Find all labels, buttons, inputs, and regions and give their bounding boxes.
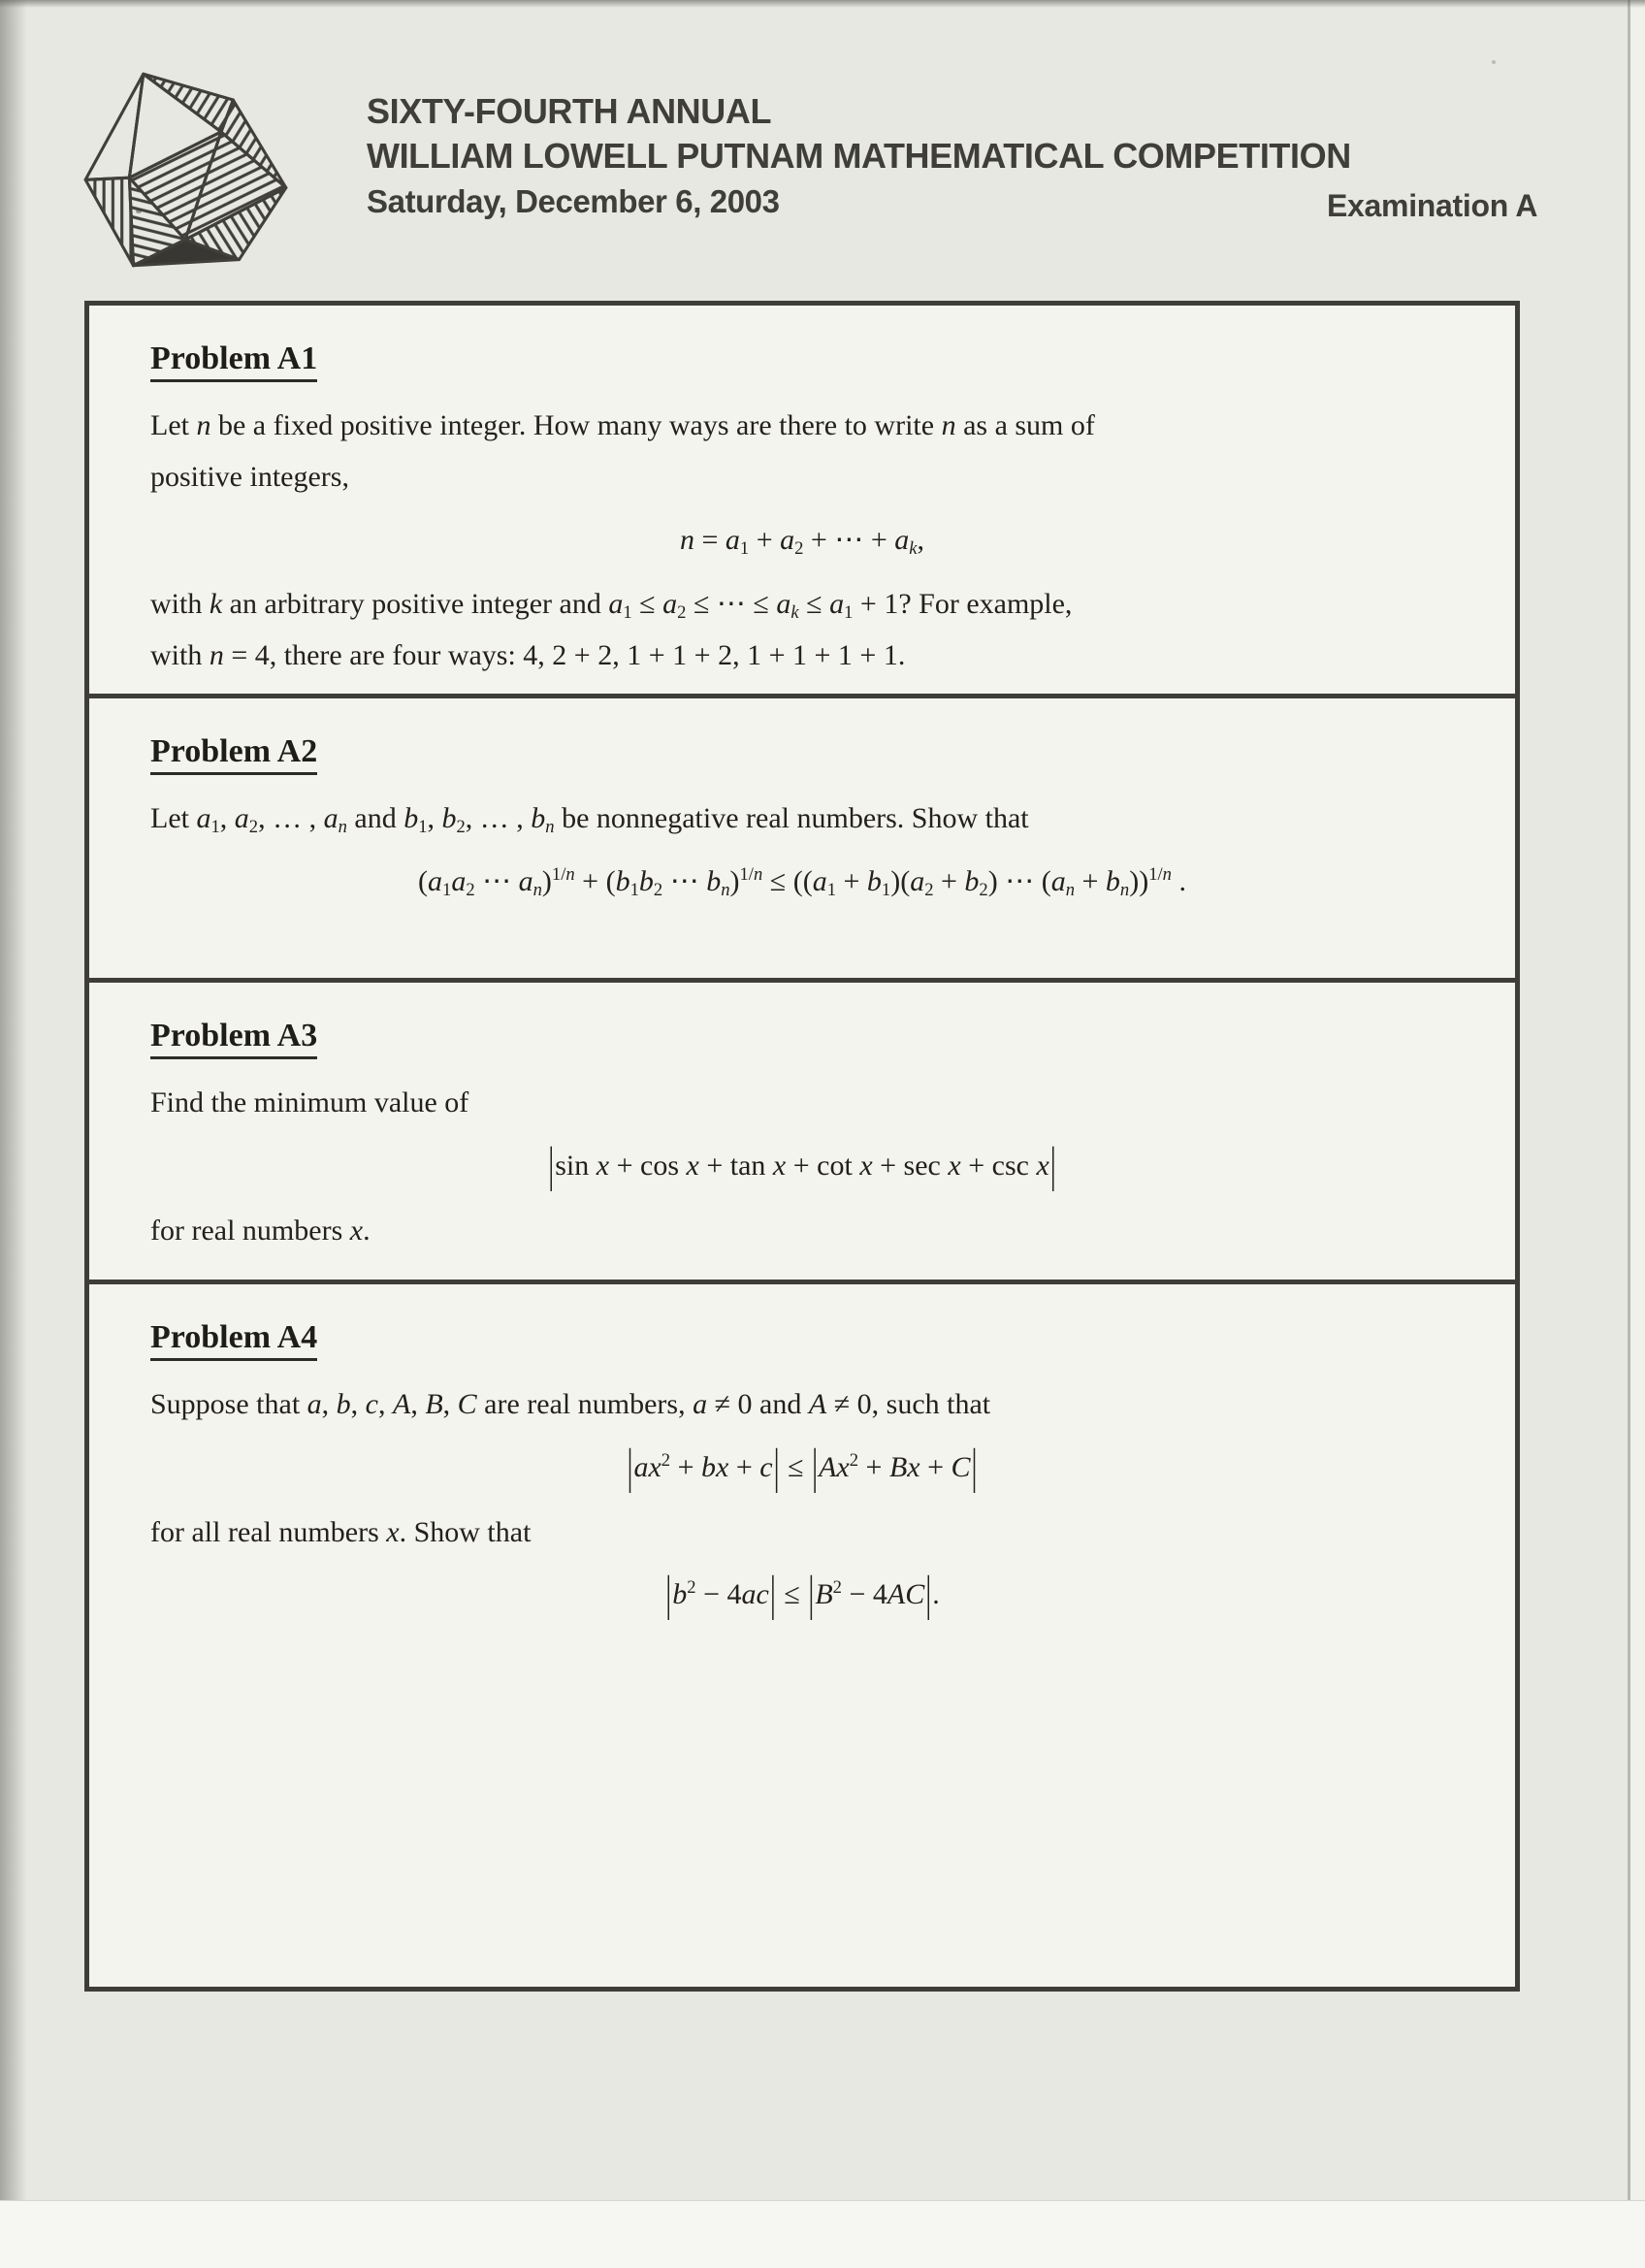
math-equation: $|ax^2$ + bx + $c| \le |Ax^2 + Bx + C|$: [627, 1439, 978, 1494]
problem-body: [150, 401, 1454, 682]
scan-edge-right-strip: [1630, 0, 1645, 2268]
scan-edge-top-shadow: [0, 0, 1645, 8]
problem-paragraph: for real numbers x.: [150, 1214, 371, 1247]
problem-paragraph: with k an arbitrary positive integer and $a_1 \le a_2$ ≤ ⋯ ≤ $a_k \le a_1 + 1$? For example, with n = 4, there are four ways: 4, 2 + 2, 1 + 1 + 2, 1 + 1 + 1 + 1.: [150, 588, 1073, 672]
header-line1: SIXTY-FOURTH ANNUAL: [367, 91, 772, 131]
scan-edge-left-shadow: [0, 0, 27, 2268]
header-date: Saturday, December 6, 2003: [367, 183, 780, 219]
putnam-icosahedron-logo-icon: [81, 70, 291, 270]
problem-section-a1: [89, 306, 1515, 698]
problem-title-text: Problem A1: [150, 340, 317, 382]
problem-paragraph: Suppose that a, b, c, A, B, C are real numbers, a ≠ 0 and A ≠ 0, such that: [150, 1388, 991, 1420]
problem-title-text: Problem A2: [150, 733, 317, 775]
problem-section-a2: [89, 698, 1515, 983]
problem-title: [150, 733, 1454, 770]
problem-title: [150, 1319, 1454, 1356]
exam-label: Examination A: [1327, 188, 1538, 223]
math-equation: $|b^2 - 4ac| \le |B^2 - 4AC|$.: [665, 1567, 940, 1622]
scan-bottom-strip: [0, 2200, 1645, 2268]
problem-title-text: Problem A4: [150, 1319, 317, 1361]
math-equation: ($a_1a_2$ ⋯ $a_n)^{1/n} + (b_1b_2$ ⋯ $b_n)^{1/n} \le ((a_1 + b_1)(a_2 + b_2)$ ⋯ $(a_n + b_n))^{1/n}$ .: [418, 863, 1186, 900]
problem-paragraph: Let $a_1$, $a_2$, … , $a_n$ and $b_1$, $b_2$, … , $b_n$ be nonnegative real numbers. Show that: [150, 802, 1029, 838]
math-equation: $n = a_1 + a_2$ + ⋯ + $a_k$,: [679, 523, 925, 559]
problem-paragraph: Find the minimum value of: [150, 1086, 469, 1118]
problem-paragraph: Let n be a fixed positive integer. How many ways are there to write n as a sum of positive integers,: [150, 409, 1095, 493]
problems-box: [84, 301, 1520, 1992]
problem-body: [150, 1379, 1454, 1621]
exam-header: [367, 89, 1351, 224]
problem-body: [150, 1078, 1454, 1256]
problem-title-text: Problem A3: [150, 1018, 317, 1059]
scan-speck: [1492, 60, 1496, 64]
problem-body: [150, 794, 1454, 908]
problem-title: [150, 340, 1454, 377]
math-equation: |sin x + cos x + tan x + cot x + sec x + csc x|: [548, 1137, 1056, 1192]
problem-title: [150, 1018, 1454, 1054]
problem-section-a3: [89, 983, 1515, 1284]
problem-section-a4: [89, 1284, 1515, 1987]
problem-paragraph: for all real numbers x. Show that: [150, 1515, 532, 1548]
header-line2: WILLIAM LOWELL PUTNAM MATHEMATICAL COMPETITION: [367, 136, 1351, 176]
scan-edge-right-line: [1628, 0, 1630, 2268]
